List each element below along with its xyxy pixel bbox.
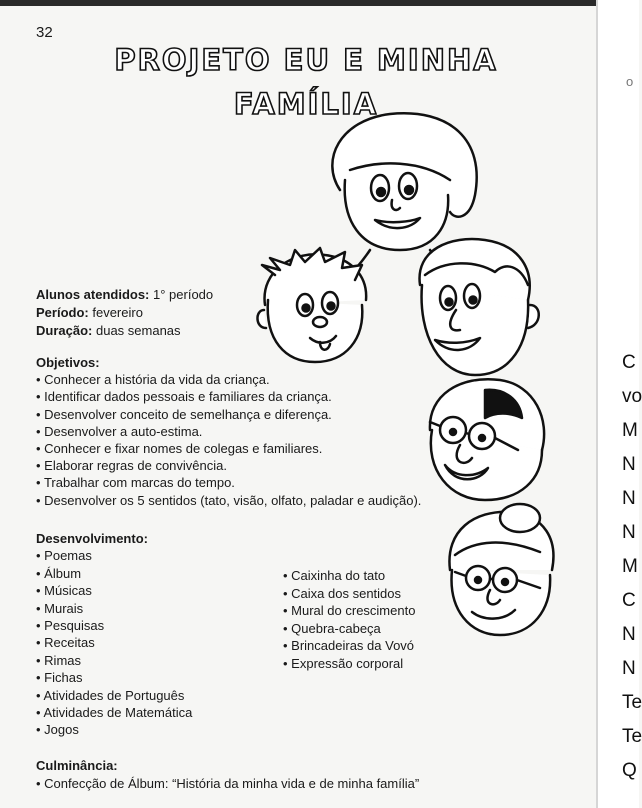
list-item: • Rimas [36, 652, 192, 669]
edge-letter: N [622, 624, 636, 645]
list-item: • Atividades de Português [36, 687, 192, 704]
edge-letter: C [622, 352, 636, 373]
period-row [36, 304, 213, 322]
list-item: • Poemas [36, 547, 192, 564]
boy-face-icon [257, 248, 366, 362]
objectives-section [36, 354, 421, 509]
students-label: Alunos atendidos: [36, 287, 150, 302]
list-item: • Trabalhar com marcas do tempo. [36, 474, 421, 491]
list-item: • Conhecer a história da vida da criança. [36, 371, 421, 388]
list-item: • Desenvolver os 5 sentidos (tato, visão, olfato, paladar e audição). [36, 492, 421, 509]
students-row [36, 286, 213, 304]
list-item: • Quebra-cabeça [283, 620, 415, 638]
next-page-letters [622, 346, 642, 788]
grandmother-face-icon [449, 504, 553, 635]
development-section [36, 530, 192, 739]
edge-letter: vo [622, 386, 642, 407]
grandfather-face-icon [430, 379, 544, 500]
page-top-edge [0, 0, 637, 6]
list-item: • Jogos [36, 721, 192, 738]
development-list-1 [36, 547, 192, 738]
list-item: • Conhecer e fixar nomes de colegas e familiares. [36, 440, 421, 457]
list-item: • Pesquisas [36, 617, 192, 634]
students-value: 1° período [153, 287, 214, 302]
father-face-icon [420, 239, 539, 375]
edge-letter: Q [622, 760, 637, 781]
edge-letter: N [622, 658, 636, 679]
list-item: • Murais [36, 600, 192, 617]
development-list-2-items [283, 567, 415, 672]
development-list-2 [283, 567, 415, 672]
edge-letter: M [622, 420, 638, 441]
project-info [36, 286, 213, 340]
list-item: • Identificar dados pessoais e familiares da criança. [36, 388, 421, 405]
period-label: Período: [36, 305, 89, 320]
edge-letter: Te [622, 692, 642, 713]
list-item: • Expressão corporal [283, 655, 415, 673]
title-line-1: PROJETO EU E MINHA [114, 43, 498, 77]
edge-letter: M [622, 556, 638, 577]
list-item: • Fichas [36, 669, 192, 686]
edge-letter: C [622, 590, 636, 611]
edge-letter: N [622, 488, 636, 509]
period-value: fevereiro [92, 305, 143, 320]
list-item: • Confecção de Álbum: “História da minha vida e de minha família” [36, 775, 419, 793]
list-item: • Atividades de Matemática [36, 704, 192, 721]
next-page-top-letter: o [626, 74, 634, 89]
culmination-heading: Culminância: [36, 758, 118, 773]
duration-value: duas semanas [95, 323, 181, 338]
edge-letter: Te [622, 726, 642, 747]
list-item: • Elaborar regras de convivência. [36, 457, 421, 474]
list-item: • Desenvolver a auto-estima. [36, 423, 421, 440]
duration-label: Duração: [36, 323, 93, 338]
list-item: • Brincadeiras da Vovó [283, 637, 415, 655]
objectives-heading: Objetivos: [36, 355, 100, 370]
title-line-2: FAMÍLIA [233, 87, 379, 121]
list-item: • Mural do crescimento [283, 602, 415, 620]
page-number: 32 [36, 24, 53, 41]
list-item: • Álbum [36, 565, 192, 582]
list-item: • Receitas [36, 634, 192, 651]
culmination-section [36, 757, 419, 792]
list-item: • Desenvolver conceito de semelhança e diferença. [36, 406, 421, 423]
edge-letter: N [622, 522, 636, 543]
objectives-list [36, 371, 421, 509]
edge-letter: N [622, 454, 636, 475]
development-heading: Desenvolvimento: [36, 531, 148, 546]
list-item: • Músicas [36, 582, 192, 599]
list-item: • Caixinha do tato [283, 567, 415, 585]
list-item: • Caixa dos sentidos [283, 585, 415, 603]
culmination-list [36, 775, 419, 793]
duration-row [36, 322, 213, 340]
